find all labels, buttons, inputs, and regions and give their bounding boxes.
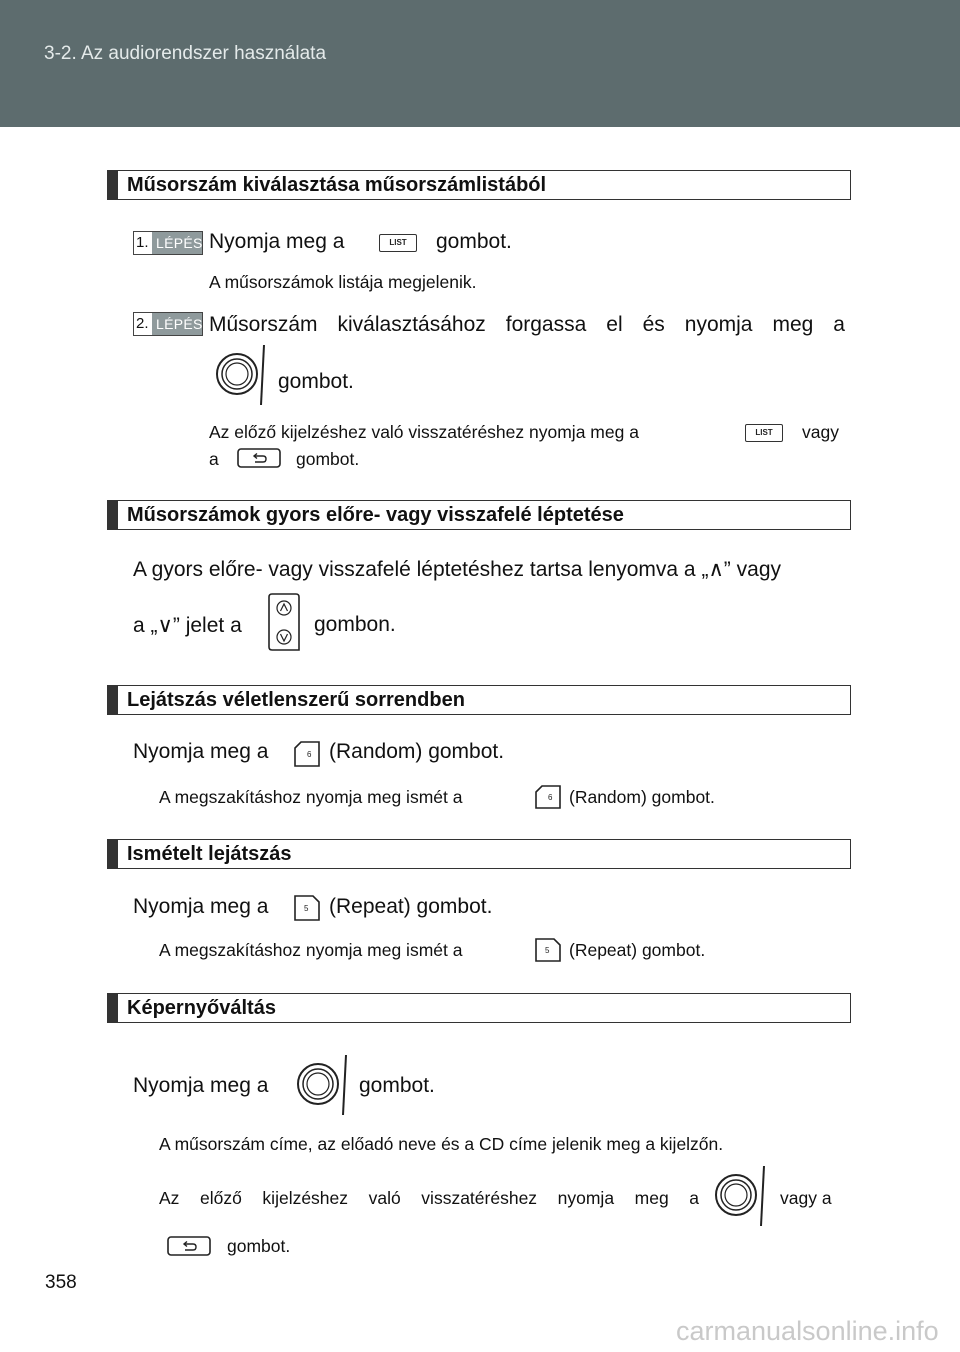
heading-text: Műsorszám kiválasztása műsorszámlistából xyxy=(127,174,547,196)
section-heading-repeat xyxy=(107,839,851,869)
random-note-a: A megszakításhoz nyomja meg ismét a xyxy=(159,787,463,807)
repeat-line-a: Nyomja meg a xyxy=(133,895,269,918)
repeat-line-b: (Repeat) gombot. xyxy=(329,895,493,918)
display-note-2-c: gombot. xyxy=(227,1236,291,1256)
display-line-a: Nyomja meg a xyxy=(133,1074,269,1097)
button-6-icon xyxy=(533,784,563,810)
repeat-note-a: A megszakításhoz nyomja meg ismét a xyxy=(159,940,463,960)
step-2-note-a: Az előző kijelzéshez való visszatéréshez nyomja meg a xyxy=(209,422,639,442)
svg-text:5: 5 xyxy=(545,946,550,955)
step-2-note-c: a xyxy=(209,449,219,469)
watermark: carmanualsonline.info xyxy=(676,1316,939,1346)
step-2-note-d: gombot. xyxy=(296,449,360,469)
random-note-b: (Random) gombot. xyxy=(569,787,715,807)
heading-text: Ismételt lejátszás xyxy=(127,843,292,865)
display-line-b: gombot. xyxy=(359,1074,435,1097)
step-2-badge: 2. LÉPÉS xyxy=(133,312,203,336)
section-heading-fast xyxy=(107,500,851,530)
display-note-1: A műsorszám címe, az előadó neve és a CD címe jelenik meg a kijelzőn. xyxy=(159,1134,724,1154)
display-note-2-a: Az előző kijelzéshez való visszatéréshez nyomja meg a xyxy=(159,1188,699,1208)
button-5-icon xyxy=(292,894,322,922)
fast-line-2-b: gombon. xyxy=(314,613,396,636)
step-2-text-b: gombot. xyxy=(278,370,354,393)
step-2-text-a: Műsorszám kiválasztásához forgassa el és nyomja meg a xyxy=(209,313,845,336)
knob-icon xyxy=(712,1163,772,1229)
heading-text: Műsorszámok gyors előre- vagy visszafelé léptetése xyxy=(127,504,624,526)
back-button-icon xyxy=(167,1236,211,1256)
page-header xyxy=(0,0,960,127)
step-1-badge: 1. LÉPÉS xyxy=(133,231,203,255)
heading-text: Lejátszás véletlenszerű sorrendben xyxy=(127,689,465,711)
fast-line-2-a: a „∨” jelet a xyxy=(133,614,242,637)
random-line-a: Nyomja meg a xyxy=(133,740,269,763)
random-line-b: (Random) gombot. xyxy=(329,740,505,763)
svg-text:6: 6 xyxy=(548,793,553,802)
list-button-icon: LIST xyxy=(745,424,783,442)
section-heading-display xyxy=(107,993,851,1023)
display-note-2-b: vagy a xyxy=(780,1188,832,1208)
section-heading-random xyxy=(107,685,851,715)
knob-icon xyxy=(213,341,273,409)
page-number: 358 xyxy=(45,1272,77,1293)
step-2-note-b: vagy xyxy=(802,422,839,442)
button-5-icon xyxy=(533,937,563,963)
svg-text:6: 6 xyxy=(307,750,312,759)
section-heading-track-list xyxy=(107,170,851,200)
seek-up-down-button-icon xyxy=(266,590,302,654)
repeat-note-b: (Repeat) gombot. xyxy=(569,940,706,960)
section-title: 3-2. Az audiorendszer használata xyxy=(44,43,327,64)
button-6-icon xyxy=(292,740,322,768)
step-1-note: A műsorszámok listája megjelenik. xyxy=(209,272,477,292)
step-1-text-b: gombot. xyxy=(436,230,512,253)
svg-text:5: 5 xyxy=(304,904,309,913)
back-button-icon xyxy=(237,448,281,468)
step-1-text-a: Nyomja meg a xyxy=(209,230,345,253)
fast-line-1: A gyors előre- vagy visszafelé léptetéshez tartsa lenyomva a „∧” vagy xyxy=(133,558,781,581)
list-button-icon: LIST xyxy=(379,234,417,252)
knob-icon xyxy=(294,1052,354,1118)
heading-text: Képernyőváltás xyxy=(127,997,276,1019)
